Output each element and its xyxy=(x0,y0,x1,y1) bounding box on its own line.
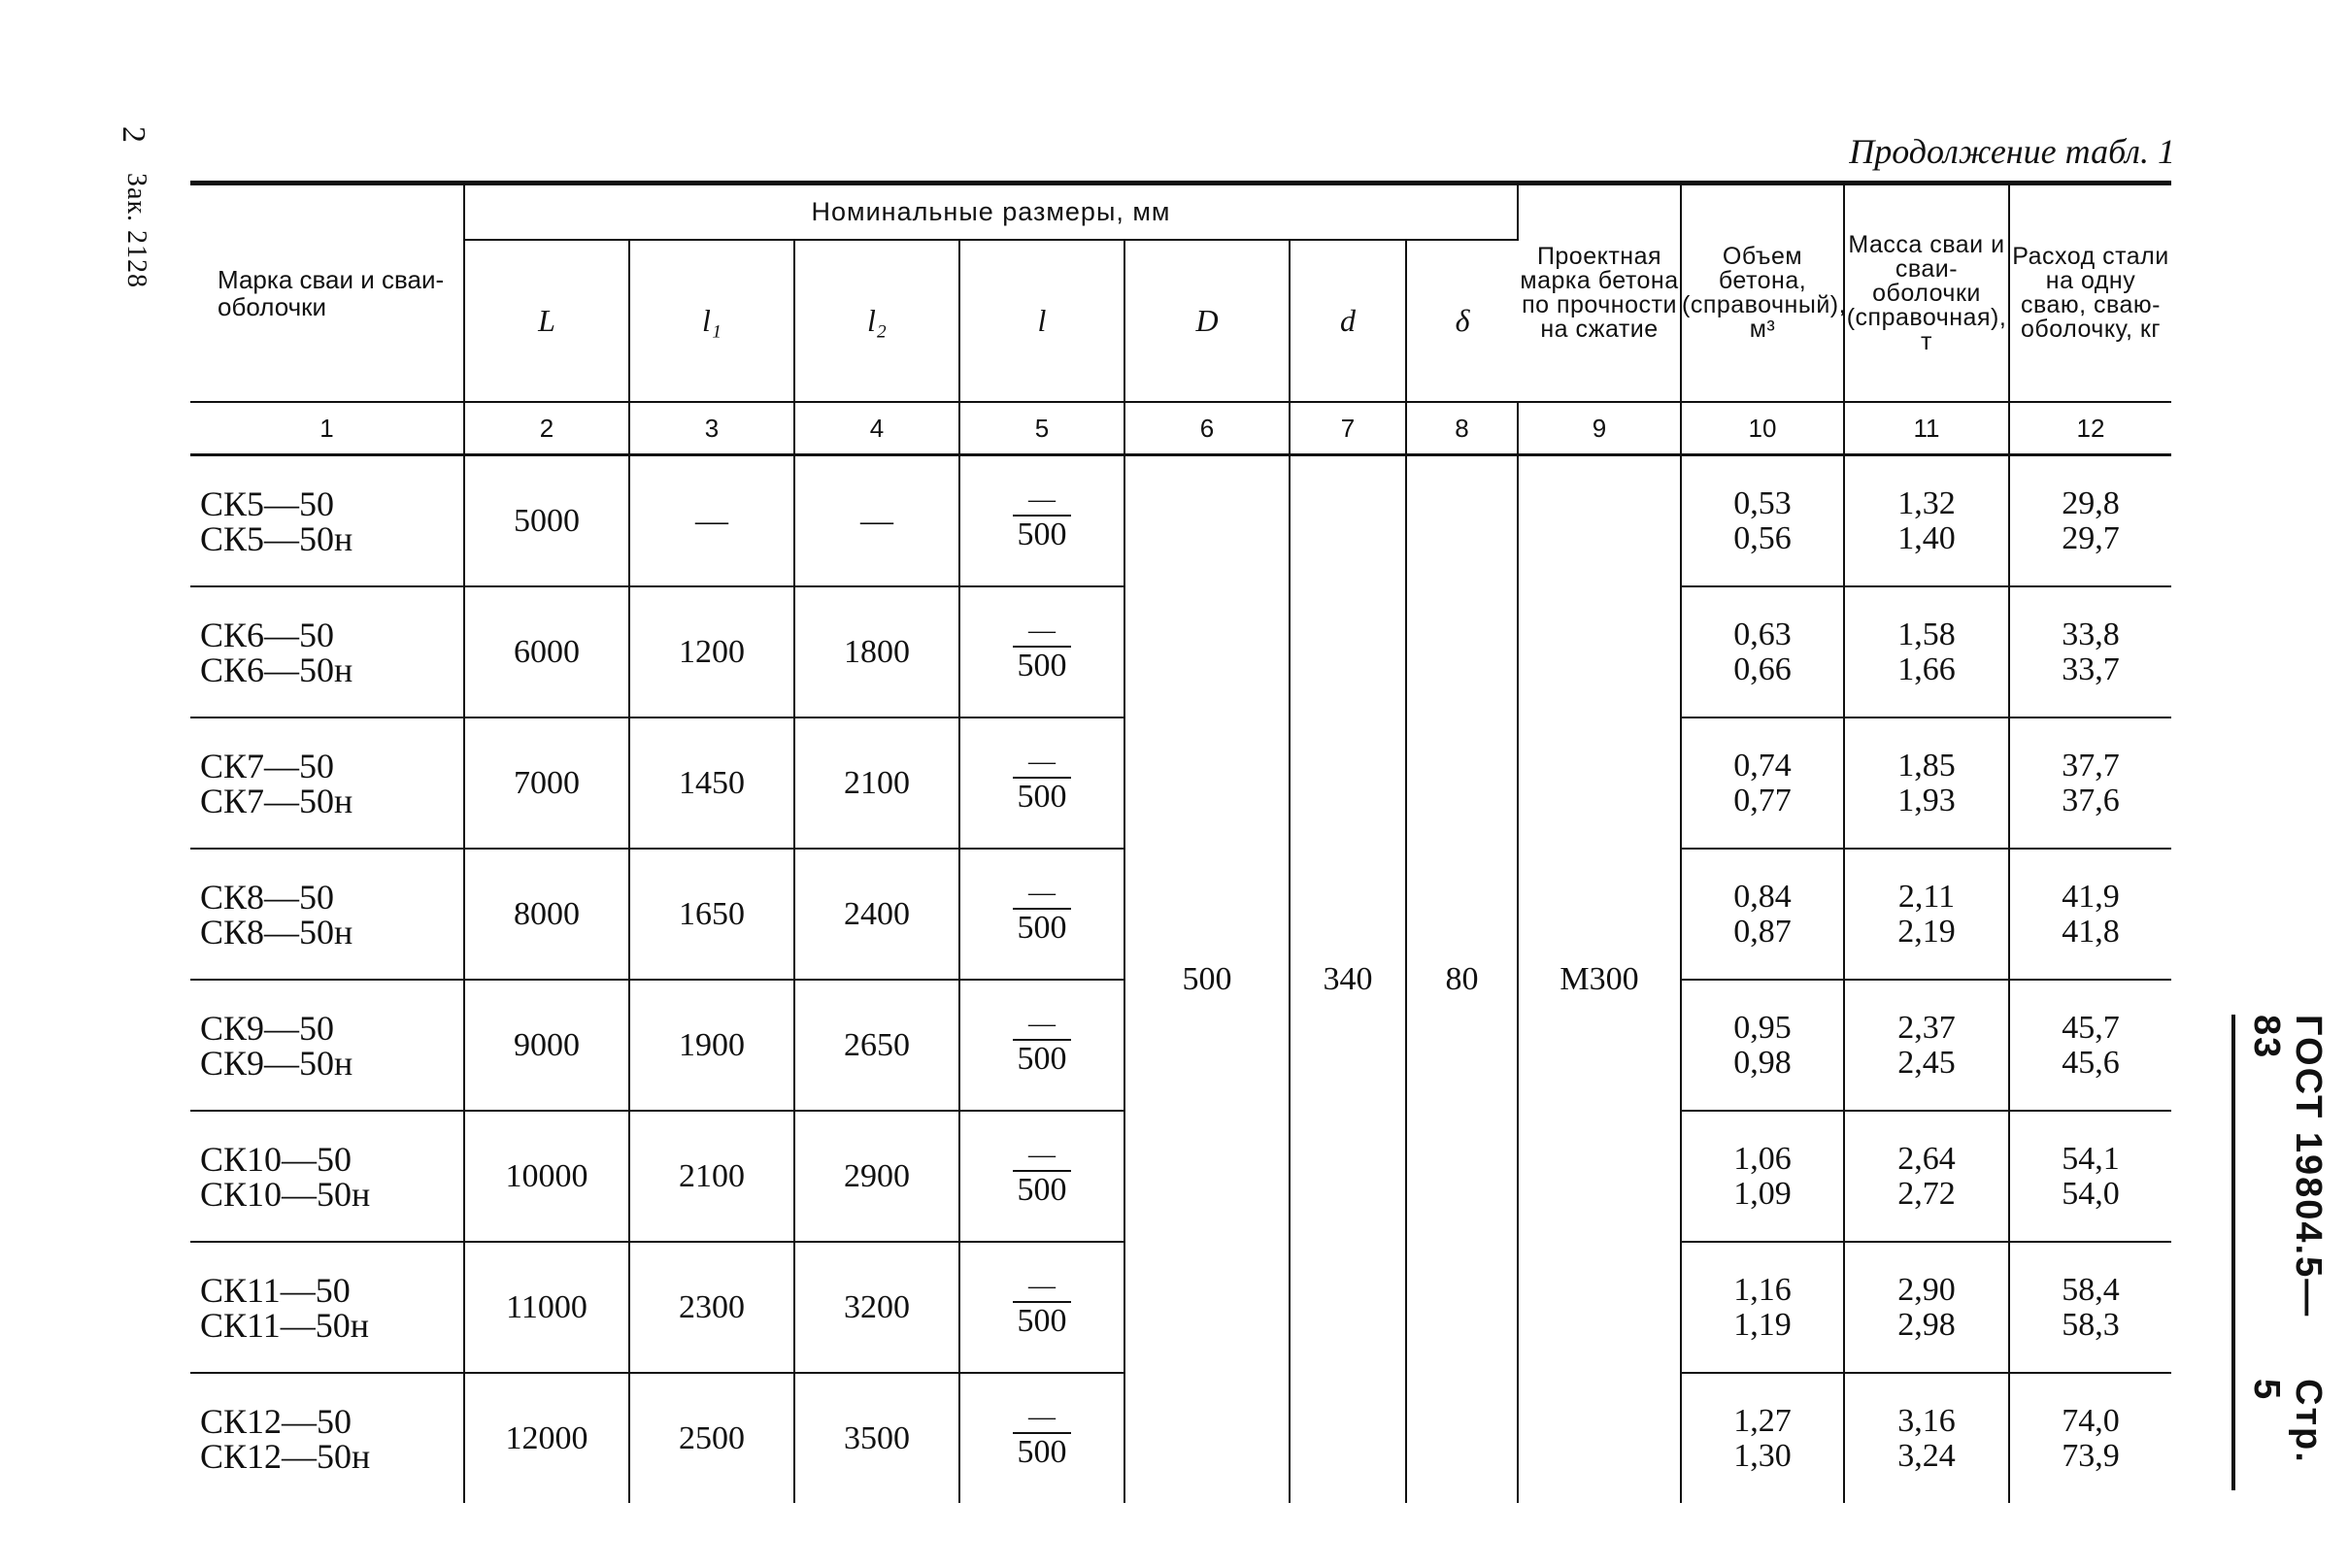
col-num: 6 xyxy=(1124,402,1290,455)
steel: 41,9 41,8 xyxy=(2009,849,2171,980)
pile-brand xyxy=(190,980,464,1111)
dim-l-bottom: 500 xyxy=(1013,777,1071,814)
mass: 2,37 2,45 xyxy=(1844,980,2009,1111)
volume: 1,27 1,30 xyxy=(1681,1373,1844,1503)
volume: 1,16 1,19 xyxy=(1681,1242,1844,1373)
pile-brand xyxy=(190,1242,464,1373)
dim-l-top: — xyxy=(1028,1270,1056,1301)
mass: 3,16 3,24 xyxy=(1844,1373,2009,1503)
dim-delta: 80 xyxy=(1406,455,1518,1504)
pile-brand xyxy=(190,1373,464,1503)
header-dims-group: Номинальные размеры, мм xyxy=(464,183,1518,241)
dim-l xyxy=(959,1111,1124,1242)
col-num: 5 xyxy=(959,402,1124,455)
header-dim-delta: δ xyxy=(1406,240,1518,402)
dim-l1: 2100 xyxy=(629,1111,794,1242)
dim-l-bottom: 500 xyxy=(1013,1170,1071,1207)
table-row xyxy=(190,455,2171,587)
dim-l-top: — xyxy=(1028,1401,1056,1432)
col-num: 3 xyxy=(629,402,794,455)
dim-l1: 2300 xyxy=(629,1242,794,1373)
dim-l2: 3200 xyxy=(794,1242,959,1373)
order-note: Зак. 2128 xyxy=(121,173,151,289)
dim-l-bottom: 500 xyxy=(1013,515,1071,551)
brand-main: СК11—50 xyxy=(200,1270,351,1310)
dim-l-top: — xyxy=(1028,877,1056,908)
standard-number: ГОСТ 19804.5—83 xyxy=(2246,1015,2329,1318)
dim-L: 9000 xyxy=(464,980,629,1111)
continuation-title: Продолжение табл. 1 xyxy=(1849,132,2175,171)
dim-l xyxy=(959,1242,1124,1373)
brand-variant: СК9—50н xyxy=(200,1043,353,1083)
dim-l1: — xyxy=(629,455,794,587)
brand-variant: СК7—50н xyxy=(200,781,353,820)
volume: 0,53 0,56 xyxy=(1681,455,1844,587)
brand-variant: СК11—50н xyxy=(200,1305,369,1345)
dim-l xyxy=(959,980,1124,1111)
piles-table xyxy=(190,181,2171,1503)
header-steel: Расход стали на одну сваю, сваю-оболочку, кг xyxy=(2009,183,2171,403)
header-dim-l: l xyxy=(959,240,1124,402)
mass: 1,32 1,40 xyxy=(1844,455,2009,587)
mass: 2,90 2,98 xyxy=(1844,1242,2009,1373)
header-dim-l1: l₁ xyxy=(629,240,794,402)
concrete-grade: М300 xyxy=(1518,455,1681,1504)
col-num: 1 xyxy=(190,402,464,455)
dim-l1: 2500 xyxy=(629,1373,794,1503)
steel: 74,0 73,9 xyxy=(2062,1402,2120,1474)
col-num: 4 xyxy=(794,402,959,455)
pile-brand xyxy=(190,717,464,849)
volume: 0,84 0,87 xyxy=(1681,849,1844,980)
pile-brand xyxy=(190,849,464,980)
dim-l2: 2400 xyxy=(794,849,959,980)
mass: 2,64 2,72 xyxy=(1844,1111,2009,1242)
brand-main: СК8—50 xyxy=(200,877,335,917)
dim-l2: 3500 xyxy=(794,1373,959,1503)
dim-l xyxy=(959,455,1124,587)
dim-l xyxy=(959,849,1124,980)
brand-variant: СК8—50н xyxy=(200,912,353,951)
dim-l1: 1450 xyxy=(629,717,794,849)
dim-l2: — xyxy=(794,455,959,587)
dim-L: 11000 xyxy=(464,1242,629,1373)
brand-variant: СК6—50н xyxy=(200,650,353,689)
header-mass: Масса сваи и сваи-оболочки (справочная), т xyxy=(1844,183,2009,403)
col-num: 7 xyxy=(1290,402,1406,455)
header-dim-d: d xyxy=(1290,240,1406,402)
dim-l xyxy=(959,586,1124,717)
header-concrete-grade: Проектная марка бетона по прочности на сжатие xyxy=(1518,183,1681,403)
dim-L: 6000 xyxy=(464,586,629,717)
steel: 37,7 37,6 xyxy=(2009,717,2171,849)
pile-brand xyxy=(190,586,464,717)
dim-l1: 1650 xyxy=(629,849,794,980)
standard-page: Стр. 5 xyxy=(2246,1378,2329,1464)
dim-l-top: — xyxy=(1028,484,1056,515)
header-volume: Объем бетона, (справочный), м³ xyxy=(1681,183,1844,403)
header-dim-L: L xyxy=(464,240,629,402)
brand-main: СК10—50 xyxy=(200,1139,352,1179)
dim-L: 7000 xyxy=(464,717,629,849)
brand-main: СК9—50 xyxy=(200,1008,335,1048)
col-num: 12 xyxy=(2009,402,2171,455)
dim-l-bottom: 500 xyxy=(1013,646,1071,683)
dim-l xyxy=(959,1373,1124,1503)
dim-L: 10000 xyxy=(464,1111,629,1242)
col-num: 8 xyxy=(1406,402,1518,455)
dim-l-top: — xyxy=(1028,1139,1056,1170)
brand-main: СК7—50 xyxy=(200,746,335,785)
dim-L: 8000 xyxy=(464,849,629,980)
dim-D: 500 xyxy=(1124,455,1290,1504)
right-margin-standard xyxy=(2231,1015,2329,1490)
dim-L: 5000 xyxy=(464,455,629,587)
dim-d: 340 xyxy=(1290,455,1406,1504)
dim-l2: 1800 xyxy=(794,586,959,717)
steel: 45,7 45,6 xyxy=(2009,980,2171,1111)
brand-variant: СК5—50н xyxy=(200,518,353,558)
col-num: 10 xyxy=(1681,402,1844,455)
left-margin-notes xyxy=(115,126,151,288)
dim-l-bottom: 500 xyxy=(1013,1432,1071,1469)
dim-L: 12000 xyxy=(464,1373,629,1503)
volume: 1,06 1,09 xyxy=(1681,1111,1844,1242)
dim-l1: 1900 xyxy=(629,980,794,1111)
mass: 1,58 1,66 xyxy=(1844,586,2009,717)
dim-l-bottom: 500 xyxy=(1013,908,1071,945)
brand-variant: СК12—50н xyxy=(200,1436,371,1476)
header-dim-l2: l₂ xyxy=(794,240,959,402)
volume: 0,74 0,77 xyxy=(1681,717,1844,849)
dim-l-bottom: 500 xyxy=(1013,1039,1071,1076)
dim-l-top: — xyxy=(1028,615,1056,646)
col-num: 9 xyxy=(1518,402,1681,455)
steel: 58,4 58,3 xyxy=(2009,1242,2171,1373)
brand-main: СК5—50 xyxy=(200,484,335,523)
pile-brand xyxy=(190,455,464,587)
brand-variant: СК10—50н xyxy=(200,1174,371,1214)
mass: 2,11 2,19 xyxy=(1844,849,2009,980)
col-num: 2 xyxy=(464,402,629,455)
pile-brand xyxy=(190,1111,464,1242)
brand-main: СК12—50 xyxy=(200,1401,352,1441)
mass: 1,85 1,93 xyxy=(1844,717,2009,849)
steel: 54,1 54,0 xyxy=(2009,1111,2171,1242)
dim-l1: 1200 xyxy=(629,586,794,717)
dim-l xyxy=(959,717,1124,849)
dim-l-bottom: 500 xyxy=(1013,1301,1071,1338)
dim-l-top: — xyxy=(1028,746,1056,777)
steel: 29,8 29,7 xyxy=(2009,455,2171,587)
header-dim-D: D xyxy=(1124,240,1290,402)
volume: 0,63 0,66 xyxy=(1681,586,1844,717)
volume: 0,95 0,98 xyxy=(1681,980,1844,1111)
column-number-row xyxy=(190,402,2171,455)
steel: 33,8 33,7 xyxy=(2009,586,2171,717)
dim-l2: 2650 xyxy=(794,980,959,1111)
dim-l2: 2900 xyxy=(794,1111,959,1242)
header-brand: Марка сваи и сваи-оболочки xyxy=(190,183,464,403)
col-num: 11 xyxy=(1844,402,2009,455)
dim-l-top: — xyxy=(1028,1008,1056,1039)
page-number: 2 xyxy=(116,126,151,144)
dim-l2: 2100 xyxy=(794,717,959,849)
brand-main: СК6—50 xyxy=(200,615,335,654)
